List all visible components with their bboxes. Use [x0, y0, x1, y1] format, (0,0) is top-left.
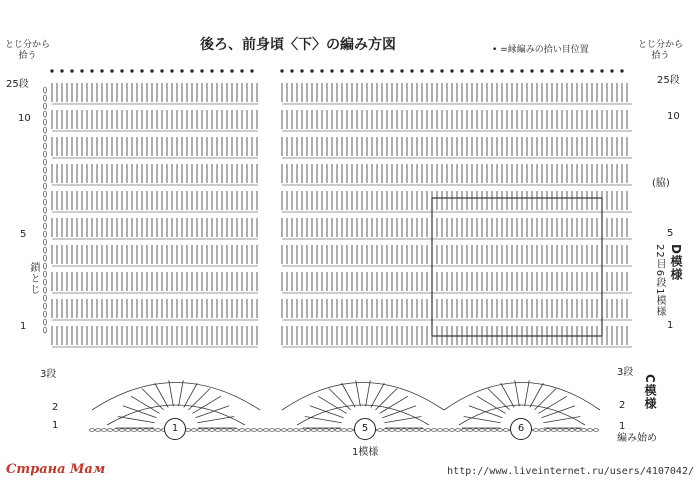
pickup-dot	[471, 70, 474, 73]
row-label-left-5: 5	[20, 229, 27, 240]
fan-stitch	[318, 396, 346, 413]
fan-stitch	[169, 380, 174, 406]
diagram-title: 後ろ、前身頃〈下〉の編み方図	[200, 37, 396, 53]
fan-stitch	[179, 380, 184, 406]
border-chain	[44, 327, 47, 333]
fan-stitch	[118, 417, 155, 423]
chain-stitch	[288, 429, 293, 432]
row-label-right-c1: 1	[619, 421, 626, 432]
pickup-dot	[441, 70, 444, 73]
row-label-left-25: 25段	[6, 79, 29, 90]
pickup-dot	[171, 70, 174, 73]
border-chain	[44, 319, 47, 325]
pattern-d-repeat-label: 22目6段1模様	[654, 244, 665, 318]
chain-stitch	[546, 429, 551, 432]
border-chain	[44, 103, 47, 109]
pickup-dot	[221, 70, 224, 73]
chain-stitch	[558, 429, 563, 432]
pickup-dot	[301, 70, 304, 73]
one-repeat-label: 1模様	[352, 447, 379, 458]
pickup-dot	[181, 70, 184, 73]
border-chain	[44, 247, 47, 253]
chain-stitch	[348, 429, 353, 432]
chain-stitch	[300, 429, 305, 432]
border-chain	[44, 151, 47, 157]
pickup-dot	[621, 70, 624, 73]
chain-stitch	[402, 429, 407, 432]
pickup-dot	[191, 70, 194, 73]
fan-stitch	[384, 417, 421, 423]
pickup-label-left: とじ分から 拾う	[5, 40, 51, 61]
pickup-dot	[71, 70, 74, 73]
pickup-dot	[161, 70, 164, 73]
chain-stitch	[318, 429, 323, 432]
pickup-dot	[421, 70, 424, 73]
repeat-marker-5: 5	[354, 418, 376, 440]
chain-stitch	[114, 429, 119, 432]
pickup-dot	[481, 70, 484, 73]
chain-stitch	[444, 429, 449, 432]
pickup-dot	[291, 70, 294, 73]
scallop-arc	[92, 383, 260, 411]
row-label-left-1: 1	[20, 321, 27, 332]
fan-stitch	[534, 388, 556, 409]
chain-stitch	[150, 429, 155, 432]
fan-stitch	[501, 383, 514, 407]
pickup-dot	[321, 70, 324, 73]
chain-stitch	[594, 429, 599, 432]
pickup-dot	[611, 70, 614, 73]
fan-stitch	[131, 396, 159, 413]
pickup-dot	[461, 70, 464, 73]
pattern-c-label: C模様	[643, 374, 657, 410]
chain-stitch	[96, 429, 101, 432]
pickup-dot	[531, 70, 534, 73]
row-label-right-1: 1	[667, 320, 674, 331]
chain-stitch	[102, 429, 107, 432]
border-chain	[44, 207, 47, 213]
chain-stitch	[486, 429, 491, 432]
fan-stitch	[192, 396, 220, 413]
fan-stitch	[305, 417, 342, 423]
pickup-dot	[91, 70, 94, 73]
pickup-dot	[111, 70, 114, 73]
border-chain	[44, 239, 47, 245]
chain-stitch	[564, 429, 569, 432]
pickup-dot	[581, 70, 584, 73]
row-label-left-c1: 1	[52, 420, 59, 431]
chain-stitch	[552, 429, 557, 432]
pickup-dot	[151, 70, 154, 73]
pickup-dot	[391, 70, 394, 73]
side-label-side-seam: (脇)	[652, 178, 670, 189]
row-label-left-10: 10	[18, 113, 31, 124]
border-chain	[44, 287, 47, 293]
pickup-dot	[351, 70, 354, 73]
pickup-dot	[81, 70, 84, 73]
chain-stitch	[228, 429, 233, 432]
pickup-dot	[131, 70, 134, 73]
fan-stitch	[379, 396, 407, 413]
fan-stitch	[375, 388, 397, 409]
border-chain	[44, 87, 47, 93]
chain-stitch	[222, 429, 227, 432]
repeat-marker-6: 6	[510, 418, 532, 440]
row-label-right-5: 5	[667, 228, 674, 239]
pickup-dot	[601, 70, 604, 73]
border-chain	[44, 271, 47, 277]
chain-stitch	[210, 429, 215, 432]
pickup-dot	[231, 70, 234, 73]
border-chain	[44, 223, 47, 229]
border-chain	[44, 175, 47, 181]
pickup-dot	[411, 70, 414, 73]
chain-stitch	[240, 429, 245, 432]
border-chain	[44, 231, 47, 237]
chain-stitch	[540, 429, 545, 432]
pickup-dot	[121, 70, 124, 73]
fan-stitch	[329, 388, 351, 409]
border-chain	[44, 111, 47, 117]
row-label-left-c2: 2	[52, 402, 59, 413]
chain-stitch	[456, 429, 461, 432]
chain-stitch	[276, 429, 281, 432]
pickup-dot	[571, 70, 574, 73]
chain-stitch	[534, 429, 539, 432]
fan-stitch	[469, 406, 503, 418]
row-label-left-c3: 3段	[40, 369, 57, 380]
border-chain	[44, 135, 47, 141]
fan-stitch	[464, 417, 501, 423]
pickup-dot	[561, 70, 564, 73]
chain-stitch	[138, 429, 143, 432]
chain-stitch	[132, 429, 137, 432]
border-chain	[44, 263, 47, 269]
pickup-dot	[51, 70, 54, 73]
border-chain	[44, 167, 47, 173]
chain-stitch	[420, 429, 425, 432]
pickup-dot	[451, 70, 454, 73]
fan-stitch	[525, 380, 530, 406]
chain-stitch	[144, 429, 149, 432]
chain-stitch	[582, 429, 587, 432]
border-chain	[44, 199, 47, 205]
border-chain	[44, 295, 47, 301]
chain-stitch	[336, 429, 341, 432]
chain-stitch	[198, 429, 203, 432]
fan-stitch	[155, 383, 168, 407]
scallop-arc	[444, 383, 600, 411]
chain-stitch	[378, 429, 383, 432]
row-label-right-c3: 3段	[617, 367, 634, 378]
chain-stitch	[252, 429, 257, 432]
fan-stitch	[488, 388, 510, 409]
pickup-dot	[401, 70, 404, 73]
fan-stitch	[184, 383, 197, 407]
border-chain	[44, 303, 47, 309]
row-label-right-c2: 2	[619, 400, 626, 411]
chain-stitch	[324, 429, 329, 432]
chain-stitch	[120, 429, 125, 432]
row-label-right-25: 25段	[657, 75, 680, 86]
chain-stitch	[264, 429, 269, 432]
pickup-dot	[591, 70, 594, 73]
side-label-chain-join: 鎖とじ	[28, 262, 39, 295]
pickup-dot	[371, 70, 374, 73]
chain-stitch	[492, 429, 497, 432]
chain-stitch	[426, 429, 431, 432]
border-chain	[44, 127, 47, 133]
source-url: http://www.liveinternet.ru/users/4107042/	[447, 466, 694, 477]
chain-stitch	[438, 429, 443, 432]
scallop-arc	[282, 383, 444, 411]
chain-stitch	[126, 429, 131, 432]
fan-stitch	[515, 380, 520, 406]
pickup-dot	[511, 70, 514, 73]
fan-stitch	[197, 417, 234, 423]
pickup-dot	[541, 70, 544, 73]
fan-stitch	[530, 383, 543, 407]
border-chain	[44, 215, 47, 221]
fan-stitch	[371, 383, 384, 407]
pickup-dot	[381, 70, 384, 73]
chain-stitch	[450, 429, 455, 432]
chain-stitch	[234, 429, 239, 432]
pickup-dot	[311, 70, 314, 73]
fan-stitch	[188, 388, 210, 409]
chain-stitch	[504, 429, 509, 432]
border-chain	[44, 119, 47, 125]
border-chain	[44, 143, 47, 149]
repeat-marker-1: 1	[164, 418, 186, 440]
pickup-dot	[331, 70, 334, 73]
legend-pickup-marker: • =縁編みの拾い目位置	[492, 45, 589, 55]
border-chain	[44, 279, 47, 285]
pickup-dot	[201, 70, 204, 73]
chain-stitch	[90, 429, 95, 432]
chain-stitch	[414, 429, 419, 432]
chain-stitch	[294, 429, 299, 432]
chain-stitch	[282, 429, 287, 432]
chain-stitch	[258, 429, 263, 432]
chain-stitch	[390, 429, 395, 432]
pickup-dot	[431, 70, 434, 73]
chain-stitch	[480, 429, 485, 432]
chain-stitch	[306, 429, 311, 432]
border-chain	[44, 311, 47, 317]
fan-stitch	[366, 380, 371, 406]
border-chain	[44, 159, 47, 165]
pickup-dot	[211, 70, 214, 73]
pickup-dot	[101, 70, 104, 73]
fan-stitch	[142, 388, 164, 409]
pickup-dot	[141, 70, 144, 73]
pickup-dot	[521, 70, 524, 73]
chain-stitch	[408, 429, 413, 432]
chain-stitch	[432, 429, 437, 432]
pickup-dot	[241, 70, 244, 73]
fan-stitch	[356, 380, 361, 406]
fan-stitch	[543, 417, 580, 423]
chain-stitch	[216, 429, 221, 432]
fan-stitch	[541, 406, 575, 418]
border-chain	[44, 183, 47, 189]
chain-stitch	[462, 429, 467, 432]
border-chain	[44, 191, 47, 197]
pickup-dot	[251, 70, 254, 73]
start-label: 編み始め	[617, 433, 657, 444]
chain-stitch	[396, 429, 401, 432]
chain-stitch	[270, 429, 275, 432]
chain-stitch	[468, 429, 473, 432]
fan-stitch	[477, 396, 505, 413]
pickup-dot	[491, 70, 494, 73]
chain-stitch	[156, 429, 161, 432]
chain-stitch	[588, 429, 593, 432]
chain-stitch	[204, 429, 209, 432]
chain-stitch	[384, 429, 389, 432]
chain-stitch	[192, 429, 197, 432]
pickup-dot	[361, 70, 364, 73]
pickup-label-right: とじ分から 拾う	[638, 40, 684, 61]
chain-stitch	[312, 429, 317, 432]
pickup-dot	[281, 70, 284, 73]
pickup-dot	[501, 70, 504, 73]
pickup-dot	[341, 70, 344, 73]
chain-stitch	[186, 429, 191, 432]
chain-stitch	[576, 429, 581, 432]
chain-stitch	[246, 429, 251, 432]
chain-stitch	[474, 429, 479, 432]
chain-stitch	[330, 429, 335, 432]
border-chain	[44, 255, 47, 261]
chain-stitch	[570, 429, 575, 432]
pickup-dot	[551, 70, 554, 73]
pickup-dot	[61, 70, 64, 73]
chain-stitch	[498, 429, 503, 432]
fan-stitch	[342, 383, 355, 407]
chain-stitch	[342, 429, 347, 432]
row-label-right-10: 10	[667, 111, 680, 122]
pattern-d-label: D模様	[669, 244, 683, 281]
watermark-logo: Страна Мам	[6, 462, 106, 477]
chain-stitch	[108, 429, 113, 432]
border-chain	[44, 95, 47, 101]
fan-stitch	[538, 396, 566, 413]
